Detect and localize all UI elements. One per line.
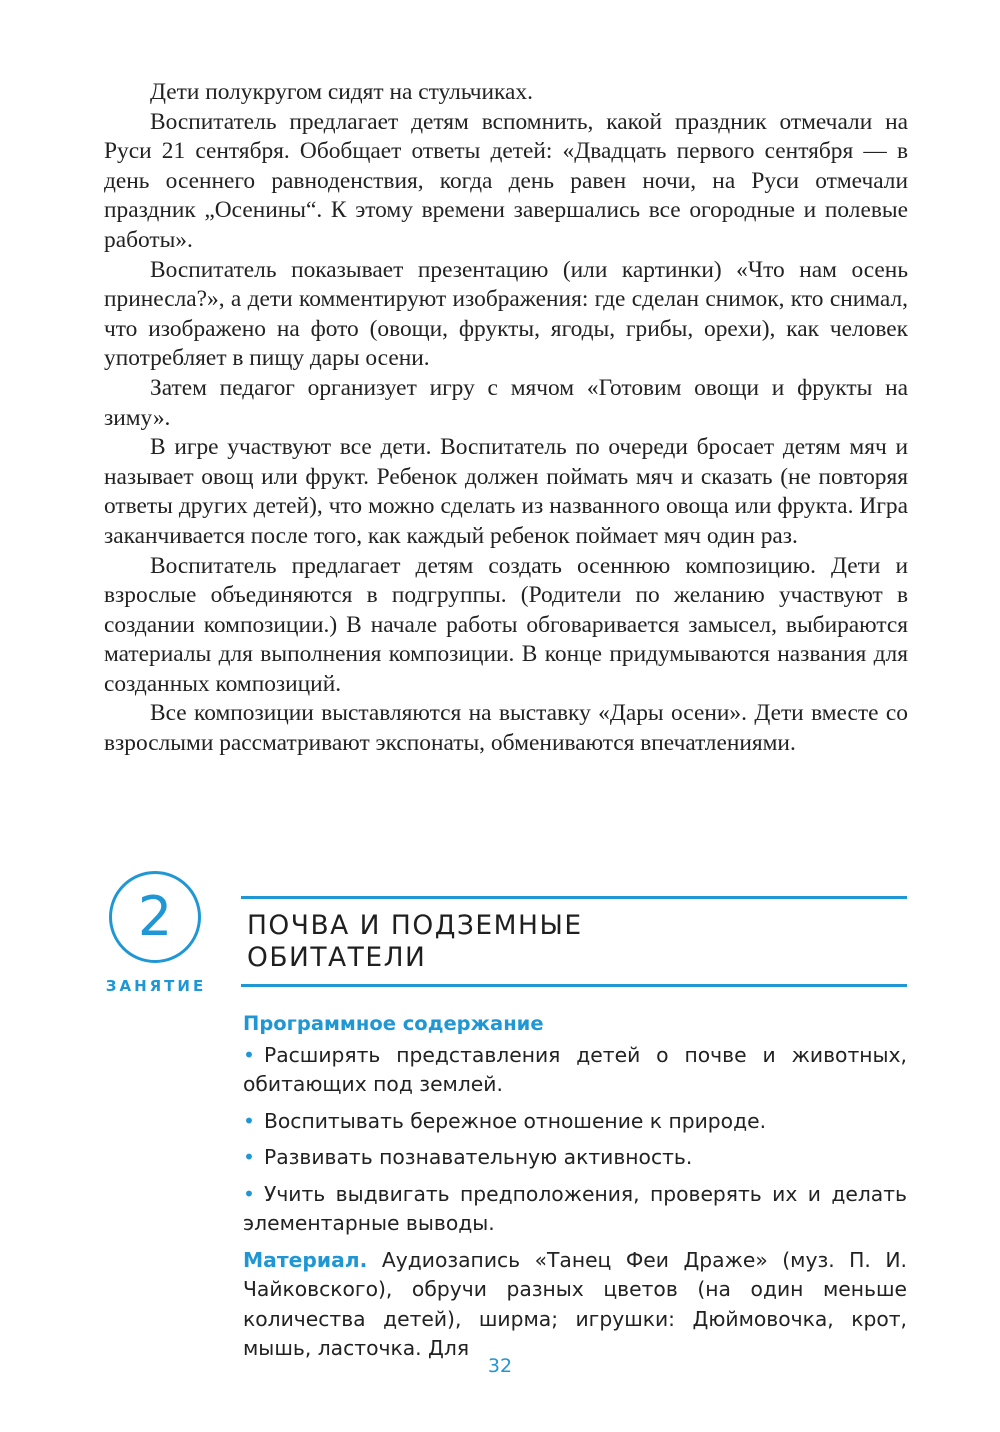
paragraph: Воспитатель предлагает детям вспомнить, какой праздник отмечали на Руси 21 сентября. Обобщает ответы детей: «Двадцать первого сентября — в день осеннего равноденствия, когда день равен ночи, на Руси отмечали праздник „Осенины“. К этому времени завершались все огородные и полевые работы». bbox=[104, 108, 908, 253]
list-item-text: Воспитывать бережное отношение к природе. bbox=[263, 1108, 767, 1133]
lesson-number-badge: 2 bbox=[109, 871, 201, 963]
paragraph: В игре участвуют все дети. Воспитатель по очереди бросает детям мяч и называет овощ или фрукт. Ребенок должен поймать мяч и сказать (не повторяя ответы других детей), что можно сделать из названного овоща или фрукта. Игра заканчивается после того, как каждый ребенок поймает мяч один раз. bbox=[104, 434, 908, 549]
title-rule-top bbox=[241, 896, 907, 899]
lesson-label: ЗАНЯТИЕ bbox=[105, 977, 207, 995]
paragraph: Воспитатель показывает презентацию (или картинки) «Что нам осень принесла?», а дети комментируют изображения: где сделан снимок, кто снимал, что изображено на фото (овощи, фрукты, ягоды, грибы, орехи), как человек употребляет в пищу дары осени. bbox=[104, 256, 908, 372]
program-list bbox=[243, 1041, 907, 1239]
bullet-icon: • bbox=[243, 1108, 255, 1133]
paragraph: Воспитатель предлагает детям создать осеннюю композицию. Дети и взрослые объединяются в подгруппы. (Родители по желанию участвуют в создании композиции.) В начале работы обговаривается замысел, выбираются материалы для выполнения композиции. В конце придумываются названия для созданных композиций. bbox=[104, 552, 908, 697]
lesson-title-line: ОБИТАТЕЛИ bbox=[247, 942, 427, 973]
lesson-narrative bbox=[104, 78, 908, 759]
material-paragraph bbox=[243, 1246, 907, 1364]
list-item-text: Расширять представления детей о почве и животных, обитающих под землей. bbox=[243, 1042, 907, 1096]
paragraph: Дети полукругом сидят на стульчиках. bbox=[150, 79, 533, 105]
lesson-title-line: ПОЧВА И ПОДЗЕМНЫЕ bbox=[247, 910, 583, 941]
paragraph: Затем педагог организует игру с мячом «Готовим овощи и фрукты на зиму». bbox=[104, 374, 908, 431]
title-rule-bottom bbox=[241, 984, 907, 987]
bullet-icon: • bbox=[243, 1042, 255, 1067]
list-item bbox=[243, 1107, 907, 1137]
bullet-icon: • bbox=[243, 1145, 255, 1169]
list-item bbox=[243, 1180, 907, 1239]
page-number: 32 bbox=[487, 1355, 513, 1377]
list-item-text: Учить выдвигать предположения, проверять их и делать элементарные выводы. bbox=[243, 1181, 907, 1235]
program-heading: Программное содержание bbox=[243, 1012, 544, 1035]
lesson-title bbox=[247, 910, 907, 974]
bullet-icon: • bbox=[243, 1181, 255, 1206]
paragraph: Все композиции выставляются на выставку «Дары осени». Дети вместе со взрослыми рассматривают экспонаты, обмениваются впечатлениями. bbox=[104, 700, 908, 757]
program-section bbox=[243, 1009, 907, 1364]
list-item bbox=[243, 1143, 907, 1173]
list-item bbox=[243, 1041, 907, 1100]
material-label: Материал. bbox=[243, 1247, 368, 1272]
list-item-text: Развивать познавательную активность. bbox=[263, 1145, 693, 1169]
material-text: Аудиозапись «Танец Феи Драже» (муз. П. И. Чайковского), обручи разных цветов (на один меньше количества детей), ширма; игрушки: Дюймовочка, крот, мышь, ласточка. Для bbox=[243, 1247, 907, 1360]
